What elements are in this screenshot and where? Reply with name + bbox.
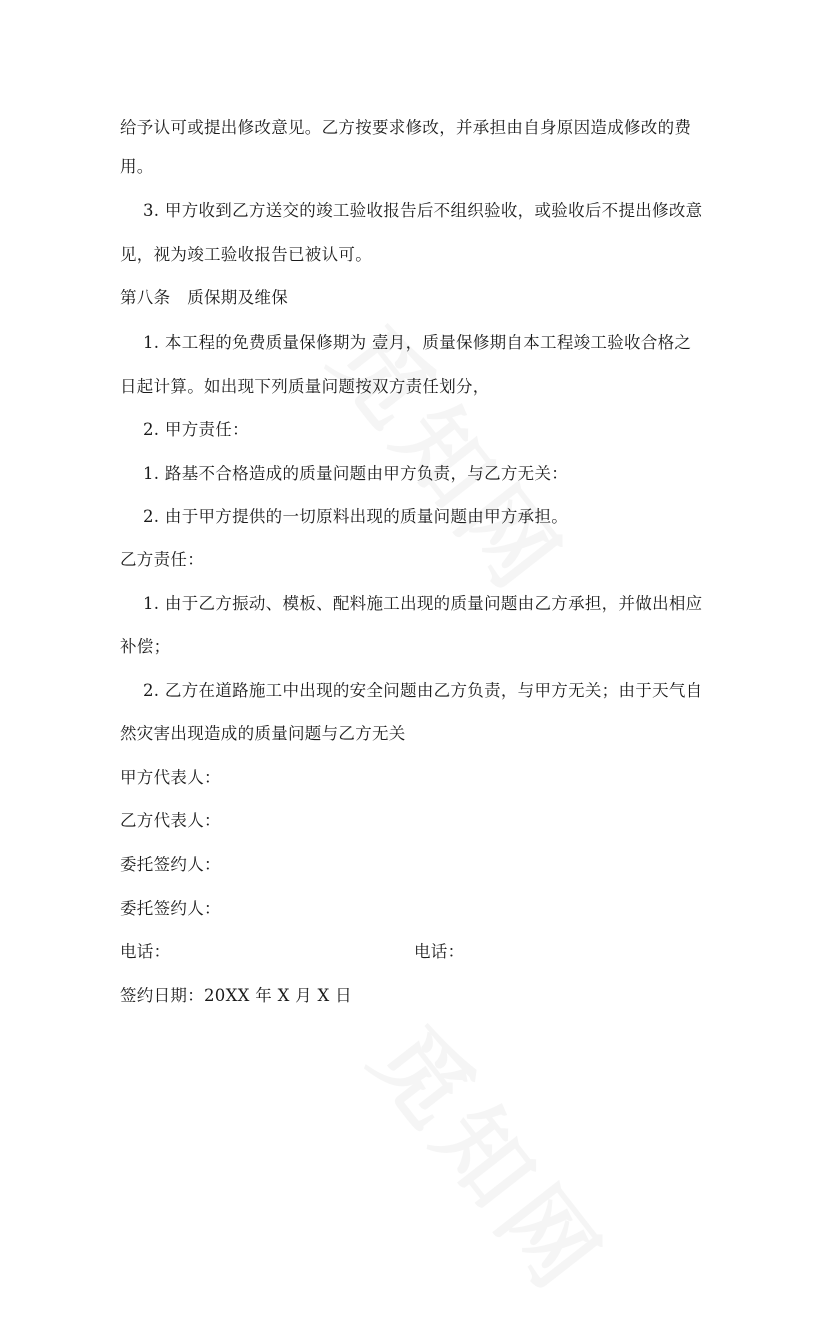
phone-label: 电话：: [120, 942, 171, 961]
list-item: 1. 路基不合格造成的质量问题由甲方负责，与乙方无关：: [143, 464, 569, 483]
section-heading: 第八条 质保期及维保: [120, 288, 288, 307]
list-item: 2. 由于甲方提供的一切原料出现的质量问题由甲方承担。: [143, 507, 569, 526]
signature-field-label: 甲方代表人：: [120, 768, 221, 787]
list-item: 2. 甲方责任：: [143, 420, 249, 439]
signature-field-label: 乙方代表人：: [120, 811, 221, 830]
paragraph-line: 1. 本工程的免费质量保修期为 壹月，质量保修期自本工程竣工验收合格之: [143, 333, 692, 352]
subheading: 乙方责任：: [120, 550, 204, 569]
watermark: [347, 995, 639, 1317]
paragraph-line: 然灾害出现造成的质量问题与乙方无关: [120, 724, 406, 743]
paragraph-line: 3. 甲方收到乙方送交的竣工验收报告后不组织验收，或验收后不提出修改意: [143, 201, 703, 220]
paragraph-line: 补偿；: [120, 637, 171, 656]
paragraph-line: 见，视为竣工验收报告已被认可。: [120, 245, 372, 264]
paragraph-line: 给予认可或提出修改意见。乙方按要求修改，并承担由自身原因造成修改的费: [120, 118, 692, 137]
phone-label: 电话：: [414, 942, 465, 961]
signature-field-label: 委托签约人：: [120, 855, 221, 874]
paragraph-line: 用。: [120, 157, 154, 176]
signature-field-label: 委托签约人：: [120, 899, 221, 918]
signing-date: 签约日期：20XX 年 X 月 X 日: [120, 986, 352, 1005]
paragraph-line: 日起计算。如出现下列质量问题按双方责任划分，: [120, 377, 490, 396]
list-item: 1. 由于乙方振动、模板、配料施工出现的质量问题由乙方承担，并做出相应: [143, 594, 703, 613]
list-item: 2. 乙方在道路施工中出现的安全问题由乙方负责，与甲方无关；由于天气自: [143, 681, 703, 700]
